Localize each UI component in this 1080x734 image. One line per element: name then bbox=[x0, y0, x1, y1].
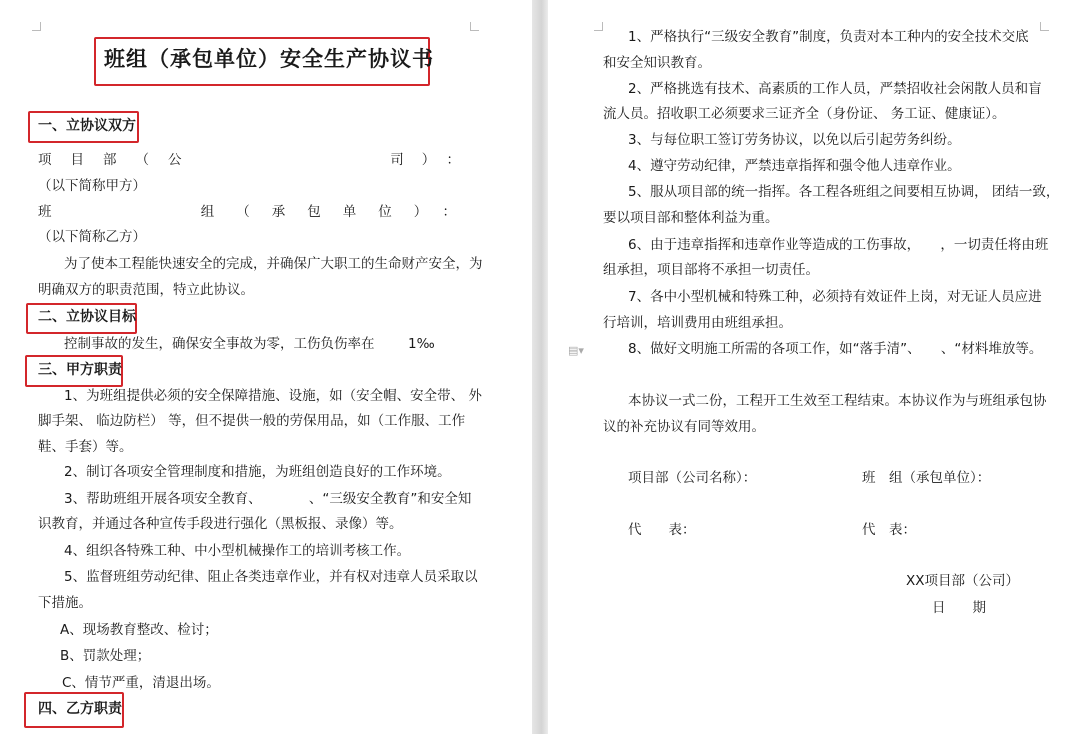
duty-line: 组承担，项目部将不承担一切责任。 bbox=[603, 262, 819, 278]
duty-line: 3、帮助班组开展各项安全教育、 、“三级安全教育”和安全知 bbox=[64, 491, 472, 507]
duty-line: 5、服从项目部的统一指挥。各工程各班组之间要相互协调， 团结一致， bbox=[628, 184, 1060, 200]
party-b-line bbox=[38, 203, 478, 221]
party-b-note: （以下简称乙方） bbox=[38, 229, 146, 245]
section-heading-1: 一、立协议双方 bbox=[38, 118, 136, 134]
duty-line: 4、组织各特殊工种、中小型机械操作工的培训考核工作。 bbox=[64, 543, 411, 559]
duty-line: 流人员。招收职工必须要求三证齐全（身份证、 务工证、健康证）。 bbox=[603, 106, 1006, 122]
party-a-label-right: 司）： bbox=[390, 152, 478, 168]
party-b-label-left: 班 bbox=[38, 204, 52, 220]
representative-b: 代 表： bbox=[862, 522, 916, 538]
party-a-label-left: 项目部（公 bbox=[38, 152, 201, 168]
section-heading-2: 二、立协议目标 bbox=[38, 309, 136, 325]
representative-a: 代 表： bbox=[628, 522, 696, 538]
duty-line: 2、严格挑选有技术、高素质的工作人员，严禁招收社会闲散人员和盲 bbox=[628, 81, 1042, 97]
goal-rate: 1‰ bbox=[408, 336, 435, 352]
duty-line: 下措施。 bbox=[38, 595, 92, 611]
margin-mark bbox=[32, 22, 41, 31]
duty-line: 8、做好文明施工所需的各项工作，如“落手清”、 、“材料堆放等。 bbox=[628, 341, 1043, 357]
party-a-note: （以下简称甲方） bbox=[38, 178, 146, 194]
margin-mark bbox=[1040, 22, 1049, 31]
closing-line: 议的补充协议有同等效用。 bbox=[603, 419, 765, 435]
duty-line: B、罚款处理； bbox=[60, 648, 151, 664]
intro-line: 为了使本工程能快速安全的完成，并确保广大职工的生命财产安全，为 bbox=[64, 256, 483, 272]
duty-line: 和安全知识教育。 bbox=[603, 55, 711, 71]
duty-line: 7、各中小型机械和特殊工种，必须持有效证件上岗，对无证人员应进 bbox=[628, 289, 1042, 305]
margin-mark bbox=[470, 22, 479, 31]
duty-line: C、情节严重，清退出场。 bbox=[62, 675, 220, 691]
section-heading-4: 四、乙方职责 bbox=[38, 701, 122, 717]
intro-line: 明确双方的职责范围，特立此协议。 bbox=[38, 282, 254, 298]
signing-organization: XX项目部（公司） bbox=[906, 573, 1019, 589]
duty-line: 1、为班组提供必须的安全保障措施、设施，如（安全帽、安全带、 外 bbox=[64, 388, 482, 404]
duty-line: A、现场教育整改、检讨； bbox=[60, 622, 218, 638]
duty-line: 要以项目部和整体利益为重。 bbox=[603, 210, 779, 226]
party-b-label-right: 组（承包单位）： bbox=[200, 204, 478, 220]
duty-line: 1、严格执行“三级安全教育”制度，负责对本工种内的安全技术交底 bbox=[628, 29, 1029, 45]
duty-line: 行培训，培训费用由班组承担。 bbox=[603, 315, 792, 331]
party-a-line bbox=[38, 151, 478, 169]
signing-date: 日 期 bbox=[932, 600, 986, 616]
signature-party-b: 班 组（承包单位）： bbox=[862, 470, 991, 486]
closing-line: 本协议一式二份，工程开工生效至工程结束。本协议作为与班组承包协 bbox=[628, 393, 1047, 409]
section-heading-3: 三、甲方职责 bbox=[38, 362, 122, 378]
page-gap bbox=[532, 0, 548, 734]
duty-line: 2、制订各项安全管理制度和措施，为班组创造良好的工作环境。 bbox=[64, 464, 451, 480]
duty-line: 脚手架、 临边防栏） 等，但不提供一般的劳保用品，如（工作服、工作 bbox=[38, 413, 466, 429]
duty-line: 5、监督班组劳动纪律、阻止各类违章作业，并有权对违章人员采取以 bbox=[64, 569, 478, 585]
goal-text: 控制事故的发生，确保安全事故为零，工伤负伤率在 bbox=[64, 336, 375, 352]
margin-mark bbox=[594, 22, 603, 31]
duty-line: 4、遵守劳动纪律，严禁违章指挥和强令他人违章作业。 bbox=[628, 158, 961, 174]
duty-line: 6、由于违章指挥和违章作业等造成的工伤事故， ，一切责任将由班 bbox=[628, 237, 1049, 253]
document-page-2 bbox=[548, 0, 1080, 734]
duty-line: 鞋、手套）等。 bbox=[38, 439, 133, 455]
document-title: 班组（承包单位）安全生产协议书 bbox=[104, 47, 434, 71]
duty-line: 识教育，并通过各种宣传手段进行强化（黑板报、录像）等。 bbox=[38, 516, 403, 532]
duty-line: 3、与每位职工签订劳务协议，以免以后引起劳务纠纷。 bbox=[628, 132, 961, 148]
document-page-1 bbox=[0, 0, 532, 734]
paste-options-icon[interactable]: ▤▾ bbox=[568, 344, 584, 357]
signature-party-a: 项目部（公司名称）： bbox=[628, 470, 757, 486]
